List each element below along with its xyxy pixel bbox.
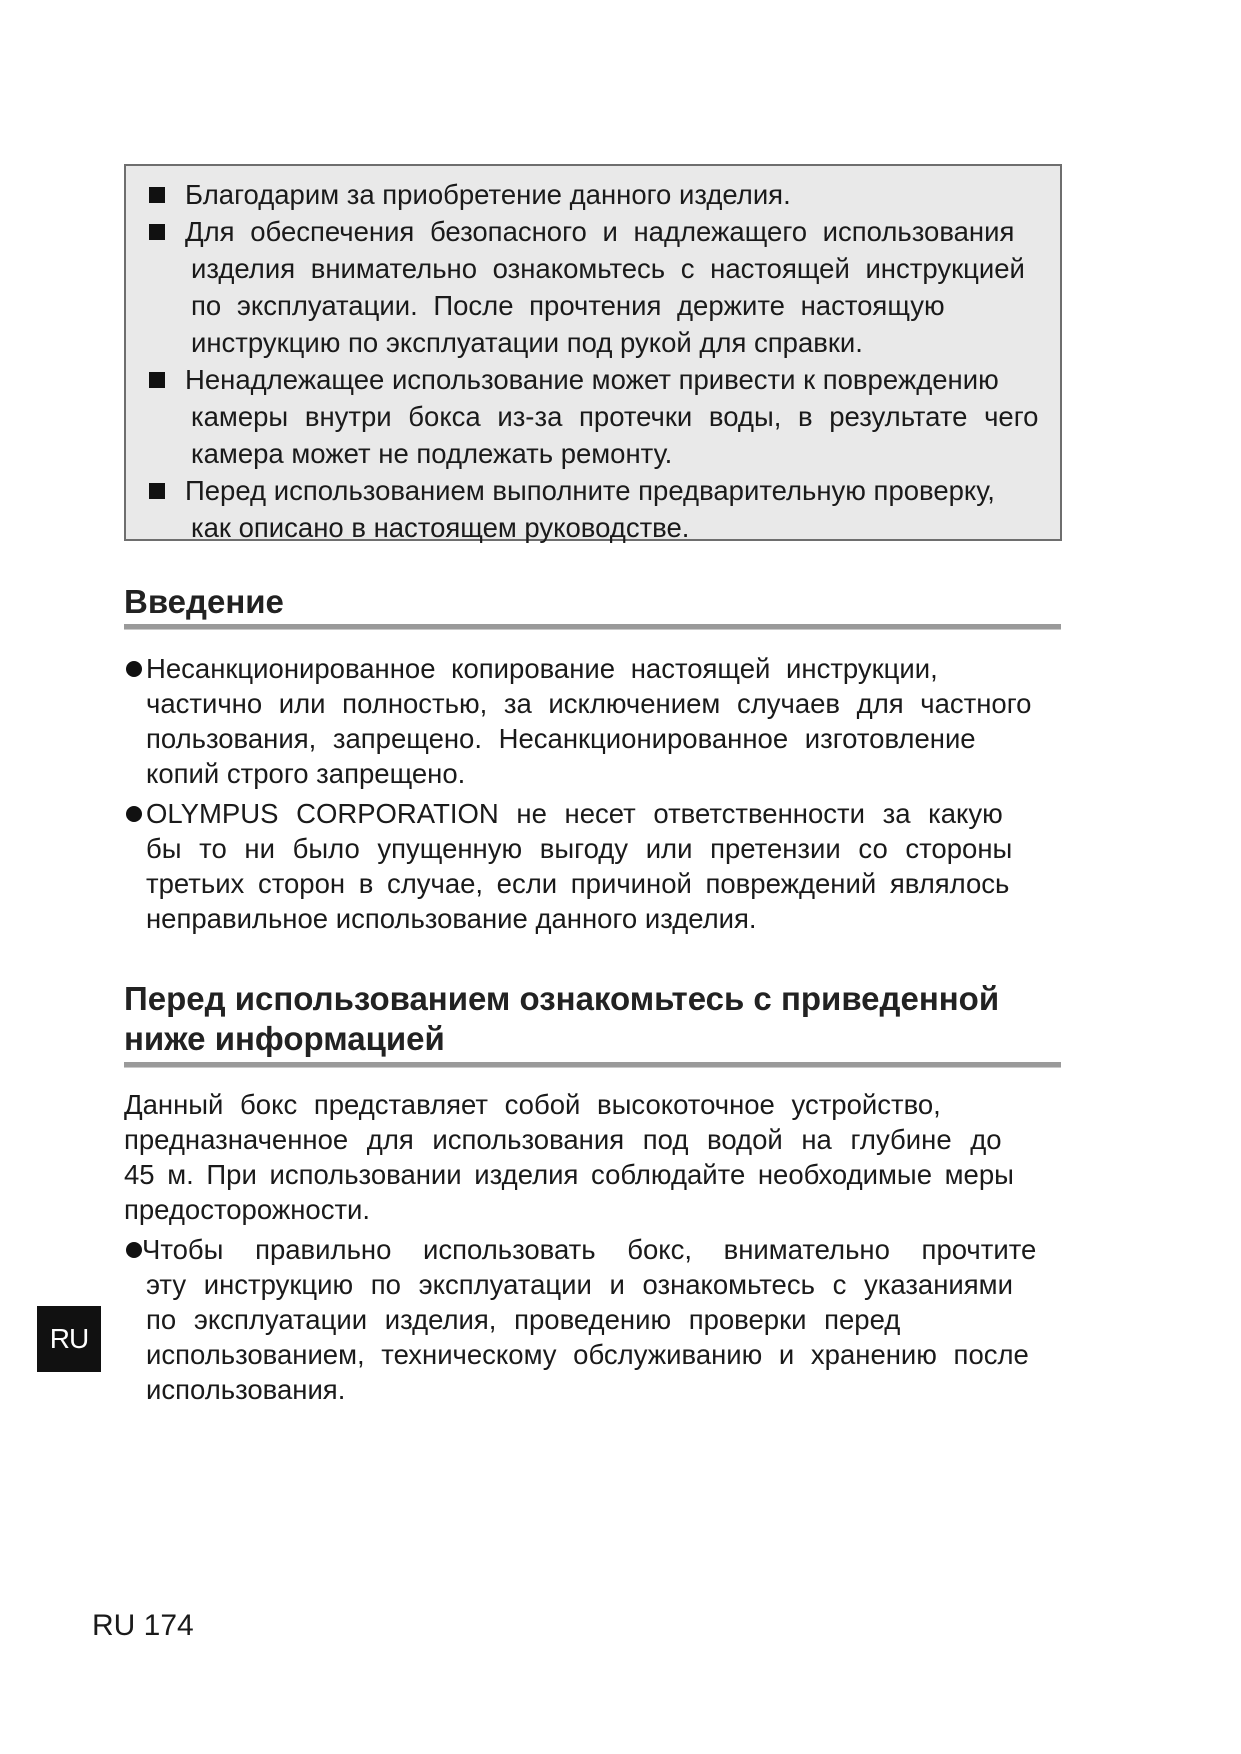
list-line: эту инструкцию по эксплуатации и ознакомьтесь с указаниями [146,1269,1013,1300]
page-number: RU 174 [92,1609,194,1642]
notice-line: Благодарим за приобретение данного изделия. [185,179,791,210]
before-use-bullet-list [124,1232,1084,1407]
notice-line: как описано в настоящем руководстве. [191,512,690,543]
notice-line: Для обеспечения безопасного и надлежащего использования [185,216,1015,247]
heading-underline [124,624,1061,630]
notice-item [137,176,1050,213]
list-line: третьих сторон в случае, если причиной повреждений являлось [146,868,1010,899]
square-bullet-icon [149,372,165,388]
list-item [124,796,1084,936]
list-line: бы то ни было упущенную выгоду или претензии со стороны [146,833,1013,864]
intro-paragraph [124,1087,1084,1227]
section-heading-intro: Введение [124,583,284,620]
round-bullet-icon [126,1242,142,1258]
notice-line: инструкцию по эксплуатации под рукой для справки. [191,327,863,358]
list-line: по эксплуатации изделия, проведению проверки перед [146,1304,901,1335]
list-item [124,651,1084,791]
list-line: использованием, техническому обслуживанию и хранению после [146,1339,1029,1370]
paragraph-line: предназначенное для использования под водой на глубине до [124,1124,1002,1155]
notice-line: камеры внутри бокса из-за протечки воды, в результате чего [191,401,1039,432]
list-line: OLYMPUS CORPORATION не несет ответственности за какую [146,798,1003,829]
notice-line: по эксплуатации. После прочтения держите настоящую [191,290,945,321]
language-tab: RU [37,1306,101,1372]
paragraph-line: предосторожности. [124,1194,371,1225]
heading-underline [124,1062,1061,1068]
list-line: пользования, запрещено. Несанкционированное изготовление [146,723,976,754]
notice-line: Ненадлежащее использование может привести к повреждению [185,364,999,395]
intro-bullet-list [124,651,1084,936]
list-line: частично или полностью, за исключением случаев для частного [146,688,1032,719]
round-bullet-icon [126,661,142,677]
square-bullet-icon [149,224,165,240]
list-line: использования. [146,1374,346,1405]
list-line: копий строго запрещено. [146,758,466,789]
notice-box [124,164,1062,541]
notice-line: Перед использованием выполните предварительную проверку, [185,475,995,506]
notice-item [137,213,1050,361]
heading-line: Перед использованием ознакомьтесь с приведенной [124,980,1000,1017]
paragraph-line: 45 м. При использовании изделия соблюдайте необходимые меры [124,1159,1014,1190]
paragraph-line: Данный бокс представляет собой высокоточное устройство, [124,1089,941,1120]
notice-item [137,361,1050,472]
list-line: неправильное использование данного изделия. [146,903,757,934]
round-bullet-icon [126,806,142,822]
notice-item [137,472,1050,546]
list-line: Несанкционированное копирование настоящей инструкции, [146,653,938,684]
notice-line: камера может не подлежать ремонту. [191,438,673,469]
list-line: Чтобы правильно использовать бокс, внимательно прочтите [142,1234,1037,1265]
square-bullet-icon [149,483,165,499]
square-bullet-icon [149,187,165,203]
notice-line: изделия внимательно ознакомьтесь с настоящей инструкцией [191,253,1025,284]
section-heading-before-use [124,979,999,1059]
heading-line: ниже информацией [124,1020,445,1057]
list-item [124,1232,1084,1407]
